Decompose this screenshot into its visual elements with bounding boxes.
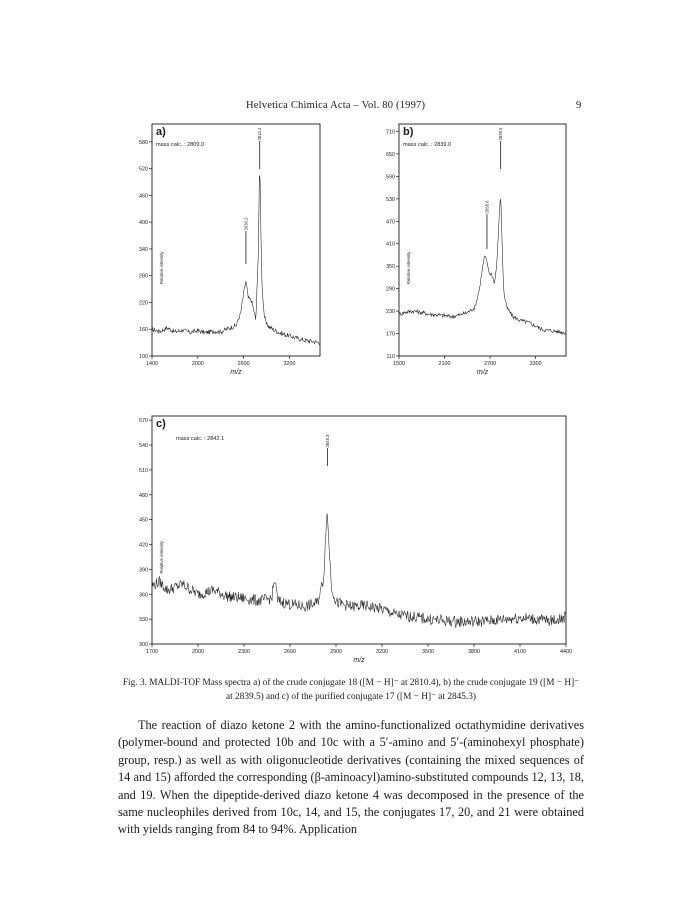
spectrum-chart-b [365,120,570,380]
y-tick-label: 470 [386,219,395,226]
x-tick-label: 2000 [192,649,204,655]
x-tick-label: 3300 [529,361,542,367]
x-tick-label: 1500 [393,361,405,367]
running-head: Helvetica Chimica Acta – Vol. 80 (1997) [246,100,426,111]
x-tick-label: 4400 [560,649,572,655]
y-tick-label: 400 [139,220,148,227]
y-tick-label: 350 [386,264,395,271]
peak-label: 2845.3 [325,434,331,448]
x-tick-label: 2000 [191,361,204,367]
peak-label: 2630.2 [243,217,249,231]
body-text [118,717,584,839]
y-axis-label: Relative intensity [159,541,164,574]
y-tick-label: 420 [139,542,148,549]
x-tick-label: 2900 [330,649,342,655]
y-tick-label: 410 [386,241,395,248]
y-tick-label: 340 [139,246,148,253]
mass-calc-label: mass calc. : 2842.1 [176,436,225,442]
peak-label: 2810.4 [257,127,263,141]
x-tick-label: 2100 [438,361,451,367]
x-tick-label: 3200 [376,649,388,655]
y-axis-label: Relative intensity [159,251,164,285]
y-tick-label: 480 [139,492,148,499]
spectrum-chart-a [118,120,324,380]
y-tick-label: 390 [139,567,148,574]
y-tick-label: 110 [386,354,395,360]
y-tick-label: 540 [139,443,148,450]
panel-label: a) [156,126,166,138]
y-tick-label: 280 [139,273,148,280]
y-tick-label: 170 [386,331,395,338]
y-tick-label: 590 [386,174,395,181]
x-tick-label: 1700 [146,649,158,655]
x-tick-label: 4100 [514,649,526,655]
figure-caption: Fig. 3. MALDI-TOF Mass spectra a) of the crude conjugate 18 ([M − H]⁻ at 2810.4), b) the crude conjugate 19 ([M − H]⁻ at 2839.5) and c) of the purified conjugate 17 ([M − H]⁻ at 2845.3) [122,678,580,702]
panel-label: c) [156,418,166,430]
y-axis-label: Relative intensity [406,251,411,285]
y-tick-label: 530 [386,196,395,203]
plot-frame [152,416,566,644]
x-axis-label: m/z [476,369,489,376]
y-tick-label: 570 [139,418,148,425]
body-paragraph: The reaction of diazo ketone 2 with the amino-functionalized octathymidine derivatives (polymer-bound and protected 10b and 10c with a 5′-amino and 5′-(aminohexyl phosphate) group, resp.) as well as with oligonucleotide derivatives (containing the mixed sequences of 14 and 15) afforded the corresponding (β-aminoacyl)amino-substituted compounds 12, 13, 18, and 19. When the dipeptide-derived diazo ketone 4 was decomposed in the presence of the same nucleophiles derived from 10c, 14, and 15, the conjugates 17, 20, and 21 were obtained with yields ranging from 84 to 94%. Application [118,718,584,837]
y-tick-label: 330 [139,617,148,624]
mass-calc-label: mass calc. : 2839.0 [403,142,452,148]
plot-frame [399,124,566,356]
y-tick-label: 160 [139,327,148,334]
x-tick-label: 2700 [484,361,497,367]
mass-calc-label: mass calc. : 2809.0 [156,142,205,148]
spectrum-trace [152,176,320,345]
y-tick-label: 580 [139,139,148,146]
y-tick-label: 300 [139,642,148,648]
y-tick-label: 290 [386,286,395,293]
y-tick-label: 650 [386,151,395,158]
plot-frame [152,124,320,356]
y-tick-label: 220 [139,300,148,307]
x-tick-label: 2300 [238,649,250,655]
y-tick-label: 520 [139,166,148,173]
y-tick-label: 450 [139,517,148,524]
x-axis-label: m/z [353,657,365,664]
x-axis-label: m/z [230,369,242,376]
y-tick-label: 100 [139,354,148,360]
spectrum-trace [152,513,566,627]
x-tick-label: 1400 [146,361,158,367]
y-tick-label: 230 [386,309,395,316]
page-number: 9 [576,100,582,111]
spectrum-chart-c [118,412,570,668]
x-tick-label: 3800 [468,649,480,655]
peak-label: 2839.5 [498,127,504,141]
x-tick-label: 3200 [283,361,296,367]
x-tick-label: 2600 [237,361,250,367]
y-tick-label: 460 [139,193,148,200]
spectrum-trace [399,199,566,335]
y-tick-label: 510 [139,467,148,474]
y-tick-label: 360 [139,592,148,599]
x-tick-label: 2600 [284,649,296,655]
page-header [0,100,696,114]
panel-label: b) [403,126,414,138]
peak-label: 2658.6 [484,200,490,214]
x-tick-label: 3500 [422,649,434,655]
y-tick-label: 710 [386,129,395,136]
